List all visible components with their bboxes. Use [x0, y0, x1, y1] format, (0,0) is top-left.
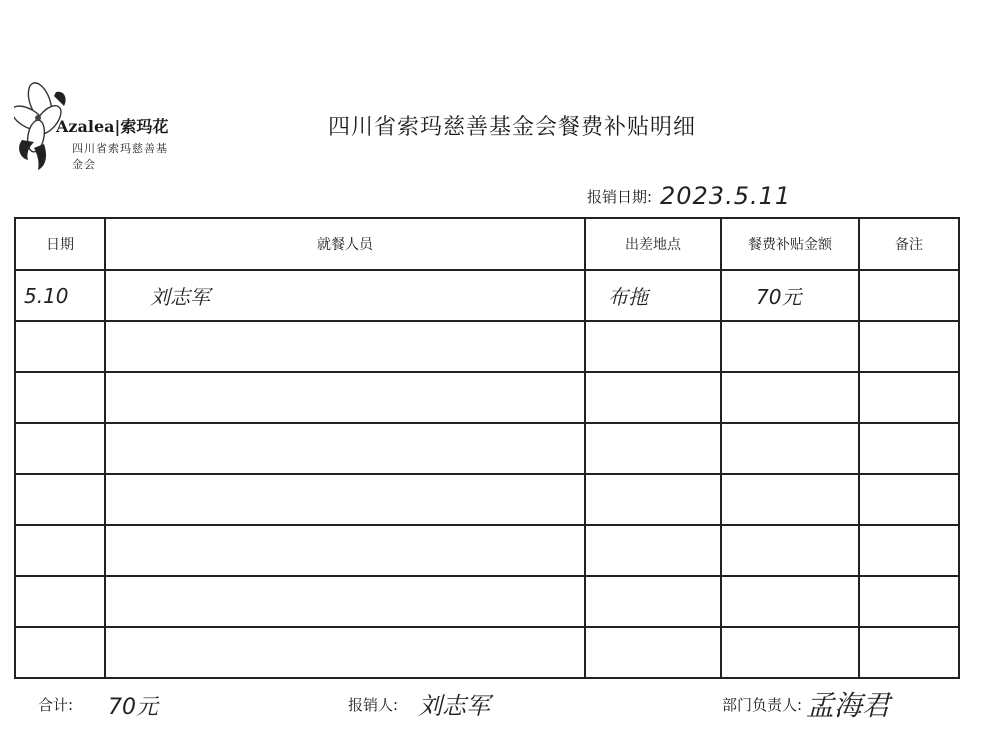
table-row: [15, 372, 959, 423]
table-row: [15, 423, 959, 474]
manager-label: 部门负责人:: [722, 696, 803, 714]
cell-remarks: [859, 525, 959, 576]
report-date-label: 报销日期:: [587, 188, 653, 206]
cell-date: 5.10: [15, 270, 105, 321]
cell-diners: [105, 525, 585, 576]
table-row: [15, 576, 959, 627]
cell-diners: [105, 576, 585, 627]
logo-subtitle: 四川省索玛慈善基金会: [72, 142, 168, 171]
cell-amount: [721, 525, 859, 576]
cell-diners: [105, 474, 585, 525]
cell-remarks: [859, 576, 959, 627]
cell-date: [15, 576, 105, 627]
table-row: [15, 627, 959, 678]
cell-location: [585, 423, 721, 474]
cell-amount: [721, 576, 859, 627]
cell-date: [15, 321, 105, 372]
cell-amount: [721, 423, 859, 474]
cell-diners: [105, 372, 585, 423]
header-date: 日期: [15, 218, 105, 270]
logo-brand: Azalea|索玛花: [56, 117, 169, 136]
total-value: 70元: [108, 695, 158, 720]
cell-location: [585, 627, 721, 678]
header-diners: 就餐人员: [105, 218, 585, 270]
table-row: [15, 270, 959, 321]
cell-diners: [105, 321, 585, 372]
manager-signature: 孟海君: [806, 689, 891, 722]
cell-amount: [721, 627, 859, 678]
table-row: [15, 474, 959, 525]
cell-location: [585, 576, 721, 627]
cell-remarks: [859, 372, 959, 423]
cell-remarks: [859, 423, 959, 474]
cell-remarks: [859, 270, 959, 321]
table-row: [15, 321, 959, 372]
cell-date: [15, 525, 105, 576]
cell-diners: 刘志军: [105, 270, 585, 321]
header-amount: 餐费补贴金额: [721, 218, 859, 270]
cell-date: [15, 627, 105, 678]
claimant-label: 报销人:: [348, 696, 399, 714]
header-remarks: 备注: [859, 218, 959, 270]
header-location: 出差地点: [585, 218, 721, 270]
cell-date: [15, 474, 105, 525]
cell-amount: [721, 372, 859, 423]
table-header-row: [15, 218, 959, 270]
cell-date: [15, 372, 105, 423]
cell-diners: [105, 423, 585, 474]
foundation-logo: [14, 78, 174, 174]
cell-remarks: [859, 474, 959, 525]
cell-location: [585, 525, 721, 576]
meal-allowance-table: [14, 217, 960, 679]
cell-diners: [105, 627, 585, 678]
page-title: 四川省索玛慈善基金会餐费补贴明细: [328, 115, 697, 140]
cell-location: [585, 372, 721, 423]
cell-remarks: [859, 627, 959, 678]
cell-location: [585, 474, 721, 525]
report-date-value: 2023.5.11: [660, 182, 792, 210]
cell-remarks: [859, 321, 959, 372]
cell-location: 布拖: [585, 270, 721, 321]
total-label: 合计:: [38, 696, 74, 714]
table-row: [15, 525, 959, 576]
cell-location: [585, 321, 721, 372]
claimant-signature: 刘志军: [418, 692, 490, 720]
cell-amount: [721, 321, 859, 372]
cell-amount: 70元: [721, 270, 859, 321]
cell-date: [15, 423, 105, 474]
cell-amount: [721, 474, 859, 525]
